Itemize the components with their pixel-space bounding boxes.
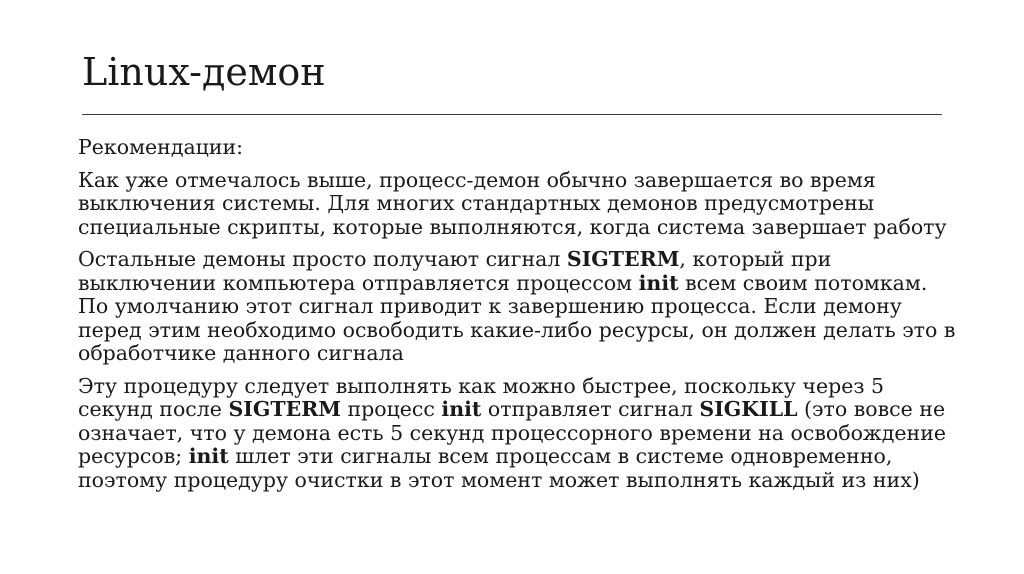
title-divider — [82, 114, 942, 115]
p3-bold-sigkill: SIGKILL — [699, 397, 798, 421]
p3-bold-init-2: init — [188, 444, 229, 468]
p3-text-1: Эту процедуру следует выполнять как можно быстрее, поскольку через 5 секунд после — [78, 373, 885, 421]
paragraph-sigkill — [78, 375, 958, 493]
p3-bold-init-1: init — [441, 397, 482, 421]
p2-text-3: всем своим потомкам. По умолчанию этот сигнал приводит к завершению процесса. Если демону перед этим необходимо освободить какие-либо ресурсы, он должен делать это в обработчике данного сигнала — [78, 270, 956, 365]
slide-title: Linux-демон — [82, 50, 326, 94]
recommendations-heading: Рекомендации: — [78, 135, 244, 159]
p3-text-4: (это вовсе не означает, что у демона есть 5 секунд процессорного времени на освобождение ресурсов; — [78, 397, 946, 468]
paragraph-shutdown-scripts: Как уже отмечалось выше, процесс-демон обычно завершается во время выключения системы. Для многих стандартных демонов предусмотрены специальные скрипты, которые выполняются, когда система завершает работу — [78, 167, 947, 239]
p3-text-3: отправляет сигнал — [481, 397, 700, 421]
p3-bold-sigterm: SIGTERM — [228, 397, 341, 421]
paragraph-sigterm — [78, 248, 958, 366]
p2-text-2: , который при выключении компьютера отправляется процессом — [78, 247, 832, 295]
p3-text-2: процесс — [340, 397, 442, 421]
p2-bold-init: init — [638, 270, 679, 295]
p3-text-5: шлет эти сигналы всем процессам в системе одновременно, поэтому процедуру очистки в этот момент может выполнять каждый из них) — [78, 444, 920, 492]
slide-content — [78, 136, 958, 501]
p2-text-1: Остальные демоны просто получают сигнал — [78, 247, 567, 271]
p2-bold-sigterm: SIGTERM — [566, 247, 680, 271]
